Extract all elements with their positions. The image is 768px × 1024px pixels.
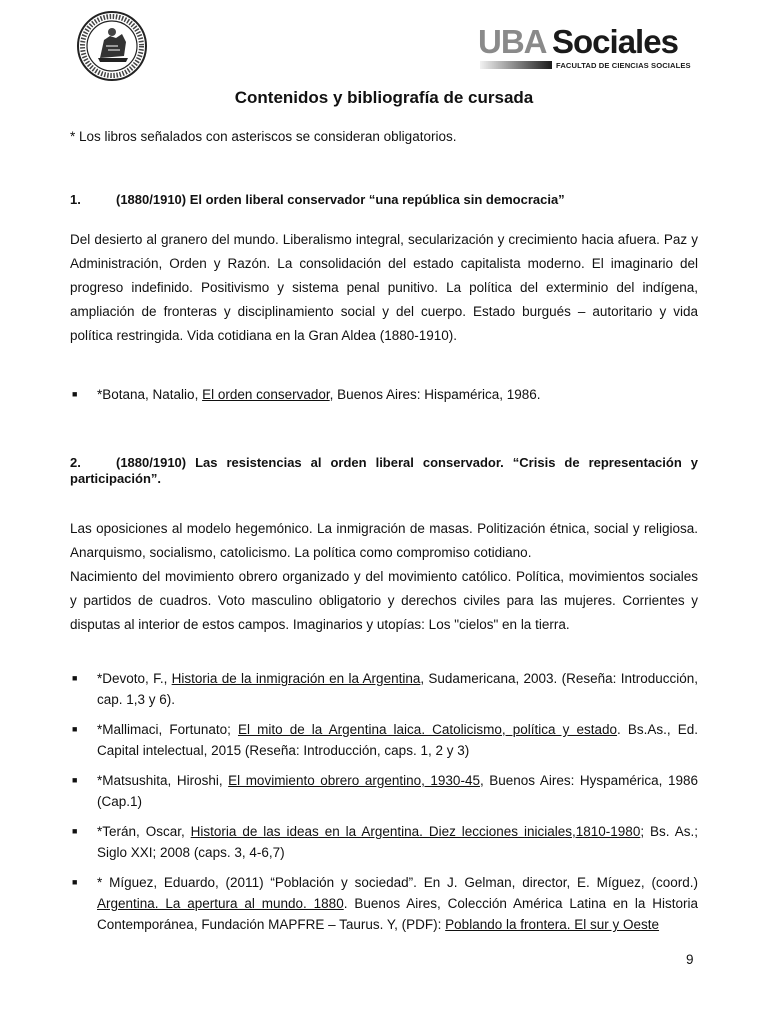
bibliography-item <box>70 872 698 935</box>
bib-details: , Sudamericana, 2003. (Reseña: Introducción, cap. 1,3 y 6). <box>97 671 698 707</box>
section-1-heading <box>70 192 698 208</box>
bib-details: . Bs.As., Ed. Capital intelectual, 2015 (Reseña: Introducción, caps. 1, 2 y 3) <box>97 722 698 758</box>
bullet-icon: ■ <box>72 673 78 683</box>
bib-pdf-title: Poblando la frontera. El sur y Oeste <box>445 917 660 932</box>
bibliography-item <box>70 719 698 761</box>
bib-title: El movimiento obrero argentino, 1930-45 <box>228 773 480 788</box>
bib-author: *Mallimaci, Fortunato; <box>97 722 238 737</box>
section-2-bibliography <box>70 668 698 935</box>
bib-author: *Botana, Natalio, <box>97 387 203 402</box>
bib-author: *Terán, Oscar, <box>97 824 191 839</box>
section-number: 1. <box>70 192 81 207</box>
section-number: 2. <box>70 455 81 470</box>
logo-subtitle: FACULTAD DE CIENCIAS SOCIALES <box>556 61 691 70</box>
bullet-icon: ■ <box>72 877 78 887</box>
section-2-paragraph-2: Nacimiento del movimiento obrero organizado y del movimiento católico. Política, movimientos sociales y partidos de cuadros. Voto masculino obligatorio y derechos civiles para las mujeres. Corrientes y disputas al interior de estos campos. Imaginarios y utopías: Los "cielos" en la tierra. <box>70 569 698 632</box>
bib-author: *Matsushita, Hiroshi, <box>97 773 229 788</box>
bib-title: Argentina. La apertura al mundo. 1880 <box>97 896 344 911</box>
section-1-bibliography <box>70 384 698 405</box>
logo-sociales-text: Sociales <box>552 23 678 60</box>
bullet-icon: ■ <box>72 724 78 734</box>
university-seal <box>70 10 154 82</box>
bullet-icon: ■ <box>72 389 78 399</box>
bib-details: . Buenos Aires, Colección América Latina en la Historia Contemporánea, Fundación MAPFRE – Taurus. Y, (PDF): <box>97 896 698 932</box>
bib-title: El orden conservador <box>202 387 330 402</box>
logo-gradient-bar <box>480 61 552 69</box>
bib-details: ; Bs. As.; Siglo XXI; 2008 (caps. 3, 4-6,7) <box>97 824 698 860</box>
section-1-paragraph: Del desierto al granero del mundo. Liberalismo integral, secularización y crecimiento hacia afuera. Paz y Administración, Orden y Razón. La consolidación del estado capitalista moderno. El imaginario del progreso indefinido. Positivismo y sistema penal punitivo. La política del exterminio del indígena, ampliación de fronteras y disciplinamiento social y del cuerpo. Estado burgués – autoritario y vida política restringida. Vida cotidiana en la Gran Aldea (1880-1910). <box>70 232 698 343</box>
logo-uba-text: UBA <box>478 23 547 60</box>
section-heading-text: (1880/1910) El orden liberal conservador “una república sin democracia” <box>116 192 565 207</box>
page-title: Contenidos y bibliografía de cursada <box>234 88 534 107</box>
bib-title: Historia de la inmigración en la Argentina <box>171 671 421 686</box>
bib-details: , Buenos Aires: Hispamérica, 1986. <box>329 387 541 402</box>
bibliography-item <box>70 770 698 812</box>
section-2-paragraph-1: Las oposiciones al modelo hegemónico. La inmigración de masas. Politización étnica, social y religiosa. Anarquismo, socialismo, catolicismo. La política como compromiso cotidiano. <box>70 521 698 560</box>
bib-title: Historia de las ideas en la Argentina. Diez lecciones iniciales,1810-1980 <box>190 824 641 839</box>
bullet-icon: ■ <box>72 826 78 836</box>
asterisk-note: * Los libros señalados con asteriscos se consideran obligatorios. <box>70 129 457 144</box>
bib-author: * Míguez, Eduardo, (2011) “Población y sociedad”. En J. Gelman, director, E. Míguez, (coord.) <box>97 875 698 890</box>
bibliography-item <box>70 668 698 710</box>
bibliography-item <box>70 384 698 405</box>
bullet-icon: ■ <box>72 775 78 785</box>
bib-author: *Devoto, F., <box>97 671 172 686</box>
bib-details: , Buenos Aires: Hyspamérica, 1986 (Cap.1) <box>97 773 699 809</box>
bibliography-item <box>70 821 698 863</box>
bib-title: El mito de la Argentina laica. Catolicismo, política y estado <box>238 722 618 737</box>
section-heading-text: (1880/1910) Las resistencias al orden liberal conservador. “Crisis de representación y participación”. <box>70 455 698 486</box>
page-number: 9 <box>686 952 694 967</box>
section-2-heading <box>70 455 698 487</box>
uba-sociales-logo <box>478 24 698 74</box>
